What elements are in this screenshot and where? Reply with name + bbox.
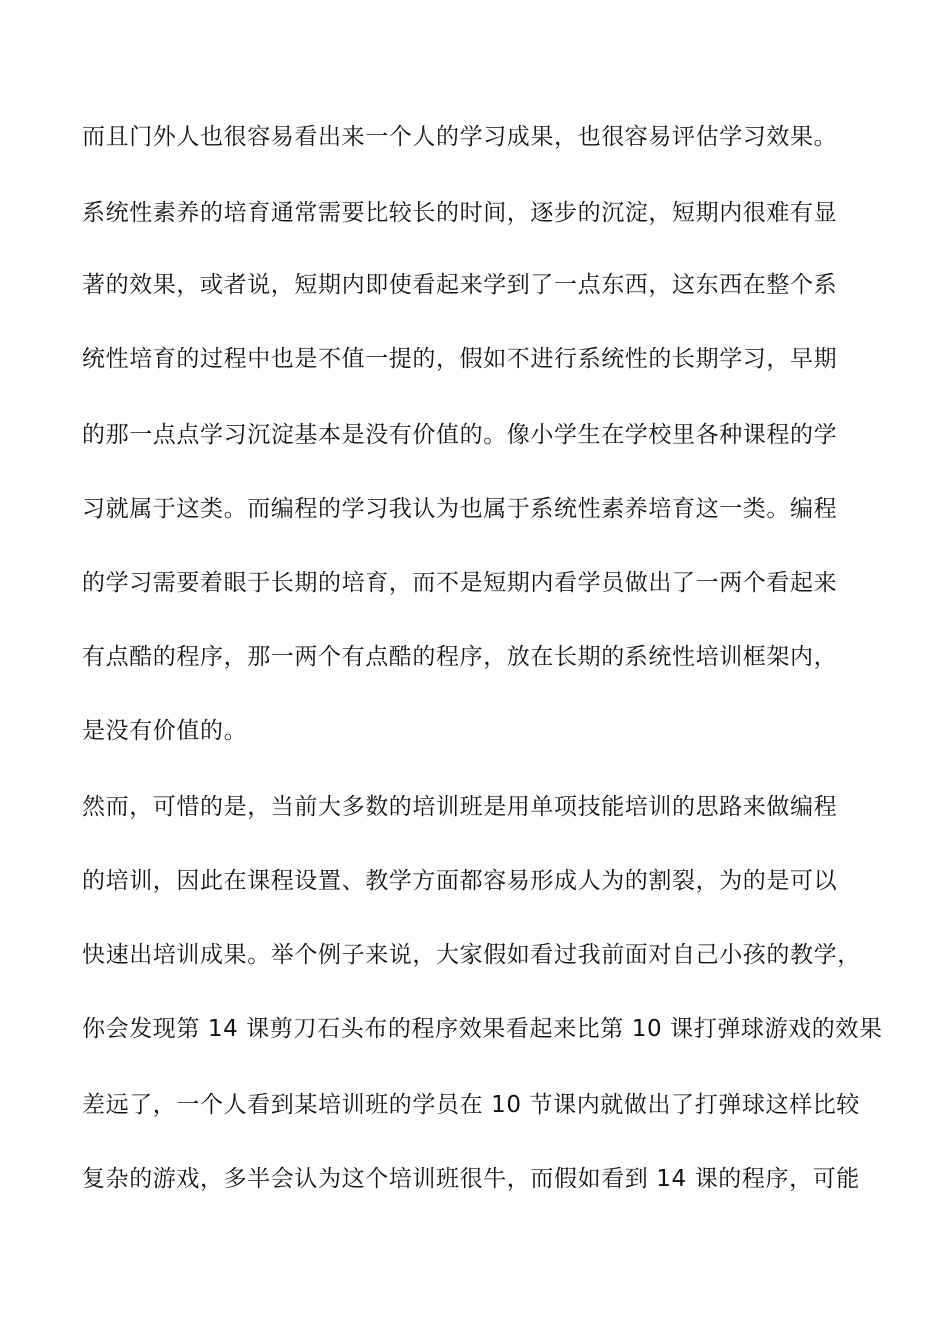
text-line: 有点酷的程序，那一两个有点酷的程序，放在长期的系统性培训框架内， bbox=[82, 644, 838, 670]
text-line: 是没有价值的。 bbox=[82, 718, 248, 744]
text-line: 而且门外人也很容易看出来一个人的学习成果，也很容易评估学习效果。 bbox=[82, 124, 838, 150]
text-line: 然而，可惜的是，当前大多数的培训班是用单项技能培训的思路来做编程 bbox=[82, 794, 838, 820]
text-line: 快速出培训成果。举个例子来说，大家假如看过我前面对自己小孩的教学， bbox=[82, 942, 861, 968]
text-line: 复杂的游戏，多半会认为这个培训班很牛，而假如看到 14 课的程序，可能 bbox=[82, 1166, 860, 1192]
text-line: 的那一点点学习沉淀基本是没有价值的。像小学生在学校里各种课程的学 bbox=[82, 422, 838, 448]
text-line: 你会发现第 14 课剪刀石头布的程序效果看起来比第 10 课打弹球游戏的效果 bbox=[82, 1016, 883, 1042]
text-line: 的培训，因此在课程设置、教学方面都容易形成人为的割裂，为的是可以 bbox=[82, 868, 838, 894]
text-line: 系统性素养的培育通常需要比较长的时间，逐步的沉淀，短期内很难有显 bbox=[82, 200, 838, 226]
text-line: 的学习需要着眼于长期的培育，而不是短期内看学员做出了一两个看起来 bbox=[82, 570, 838, 596]
text-line: 差远了，一个人看到某培训班的学员在 10 节课内就做出了打弹球这样比较 bbox=[82, 1092, 860, 1118]
text-line: 统性培育的过程中也是不值一提的，假如不进行系统性的长期学习，早期 bbox=[82, 346, 838, 372]
text-line: 习就属于这类。而编程的学习我认为也属于系统性素养培育这一类。编程 bbox=[82, 496, 838, 522]
text-line: 著的效果，或者说，短期内即使看起来学到了一点东西，这东西在整个系 bbox=[82, 272, 838, 298]
